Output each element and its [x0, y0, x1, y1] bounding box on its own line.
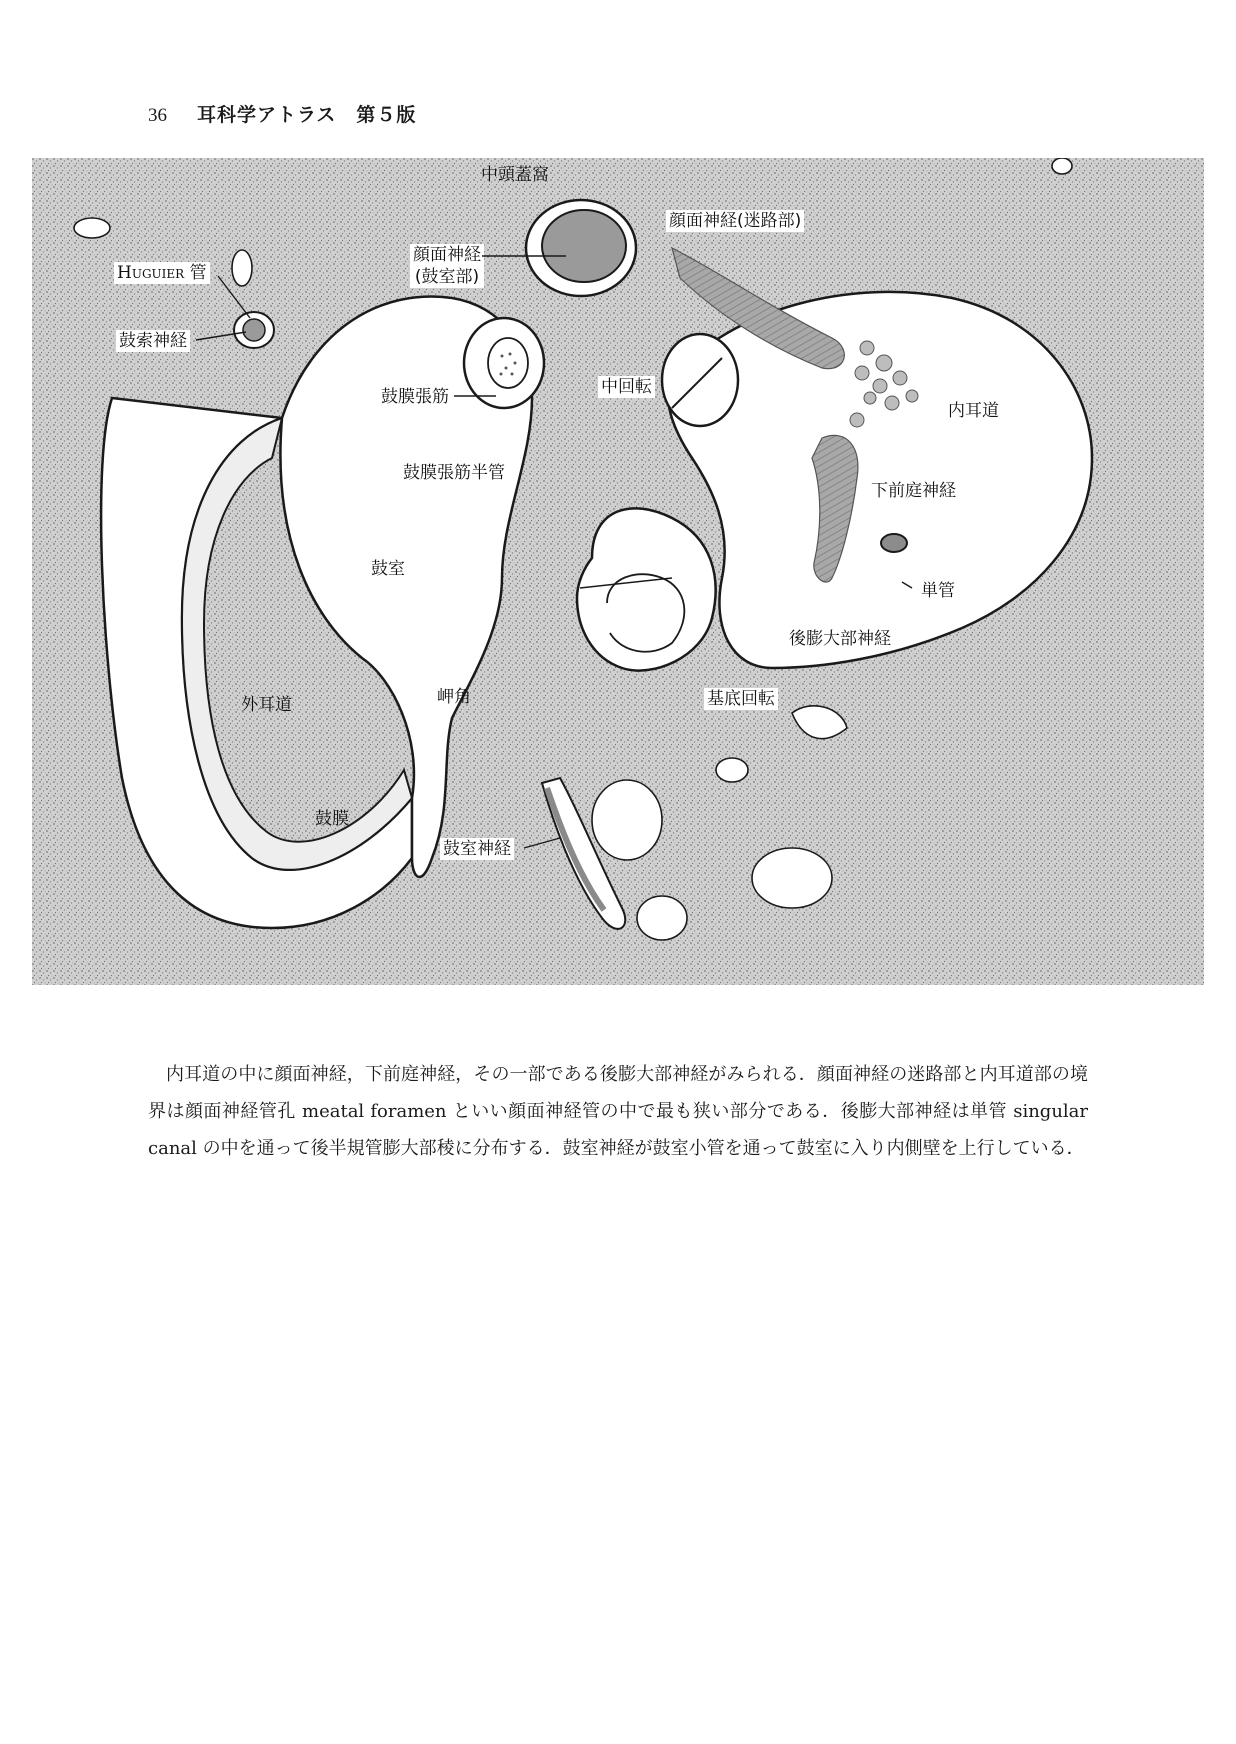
label-middle-turn: 中回転 [598, 376, 655, 398]
label-huguier-canal [114, 262, 210, 284]
tensor-tympani-muscle [488, 338, 528, 388]
facial-nerve-tympanic-segment [542, 210, 626, 282]
label-tympanic-cavity: 鼓室 [371, 559, 405, 579]
label-facial-nerve-labyrinthine-segment: 顔面神経(迷路部) [666, 210, 804, 232]
label-facial-nerve-tympanic-line1: 顔面神経 [413, 245, 481, 265]
label-tympanic-membrane: 鼓膜 [315, 809, 349, 829]
label-chorda-tympani: 鼓索神経 [116, 330, 190, 352]
label-facial-nerve-tympanic-line2: (鼓室部) [414, 267, 480, 287]
page-number: 36 [148, 105, 167, 126]
anatomy-figure [32, 158, 1204, 985]
label-inferior-vestibular-nerve: 下前庭神経 [868, 480, 959, 502]
chorda-tympani-nerve [243, 319, 265, 341]
running-title: 耳科学アトラス 第５版 [197, 104, 417, 126]
page-header [148, 100, 416, 128]
label-singular-canal: 単管 [918, 580, 958, 602]
label-facial-nerve-tympanic-segment [410, 244, 484, 288]
label-huguier-name: Huguier [117, 263, 185, 283]
label-middle-cranial-fossa: 中頭蓋窩 [481, 165, 549, 185]
label-basal-turn: 基底回転 [704, 688, 778, 710]
label-internal-auditory-canal: 内耳道 [945, 400, 1002, 422]
label-external-auditory-canal: 外耳道 [241, 695, 292, 715]
label-semicanal-tensor-tympani: 鼓膜張筋半管 [400, 462, 508, 484]
label-posterior-ampullary-nerve: 後膨大部神経 [786, 628, 894, 650]
figure-caption: 内耳道の中に顔面神経，下前庭神経，その一部である後膨大部神経がみられる．顔面神経の迷路部と内耳道部の境界は顔面神経管孔 meatal foramen といい顔面神経管の中で最も狭い部分である．後膨大部神経は単管 singular canal の中を通って後半規管膨大部稜に分布する．鼓室神経が鼓室小管を通って鼓室に入り内側壁を上行している． [148, 1064, 1088, 1159]
singular-canal [881, 534, 907, 552]
label-huguier-suffix: 管 [184, 263, 207, 283]
label-promontory: 岬角 [437, 687, 471, 707]
label-tympanic-nerve: 鼓室神経 [440, 838, 514, 860]
label-tensor-tympani: 鼓膜張筋 [378, 386, 452, 408]
